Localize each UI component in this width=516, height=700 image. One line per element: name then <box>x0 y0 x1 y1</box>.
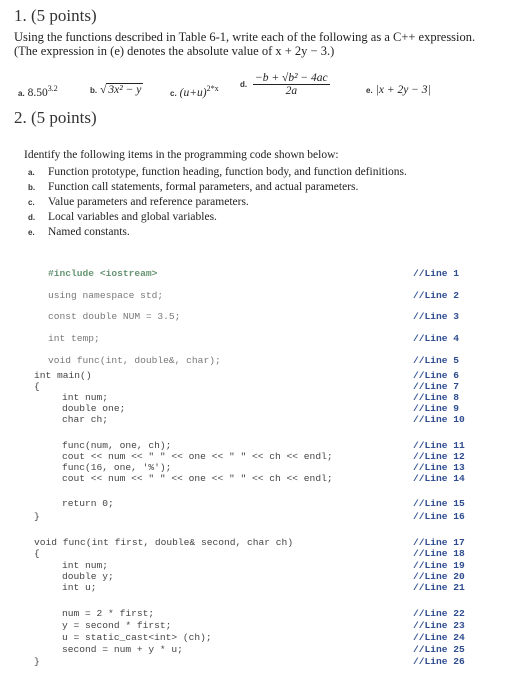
expr-b: b. √ 3x² − y <box>90 84 142 96</box>
code-line: using namespace std; <box>48 290 164 301</box>
code-line: y = second * first; <box>62 620 172 631</box>
line-comment: //Line 8 <box>413 392 460 403</box>
line-comment: //Line 24 <box>413 632 465 643</box>
code-line: { <box>34 381 40 392</box>
label-e: e. <box>366 86 373 95</box>
label-b: b. <box>90 86 98 95</box>
label-d: d. <box>240 80 248 90</box>
code-line: func(num, one, ch); <box>62 440 172 451</box>
line-comment: //Line 4 <box>413 333 460 344</box>
line-comment: //Line 26 <box>413 656 465 667</box>
code-line: int temp; <box>48 333 100 344</box>
line-comment: //Line 20 <box>413 571 465 582</box>
fraction: $\frac{\text{−b + √b² − 4ac}}{2a}$ <box>254 72 328 97</box>
code-line: func(16, one, '%'); <box>62 462 172 473</box>
line-comment: //Line 5 <box>413 355 460 366</box>
expr-c: c. $(u+u)^{2*x}$ <box>170 84 219 99</box>
line-comment: //Line 18 <box>413 548 465 559</box>
code-line: int num; <box>62 560 109 571</box>
code-line: double one; <box>62 403 126 414</box>
code-line: cout << num << " " << one << " " << ch << endl; <box>62 473 333 484</box>
line-comment: //Line 7 <box>413 381 460 392</box>
line-comment: //Line 15 <box>413 498 465 509</box>
code-line: { <box>34 548 40 559</box>
expr-e: e. |x + 2y − 3| <box>366 84 431 96</box>
expr-a: a. $8.50^{3.2}$ <box>18 84 58 99</box>
line-comment: //Line 25 <box>413 644 465 655</box>
code-line: second = num + y * u; <box>62 644 183 655</box>
code-line: char ch; <box>62 414 109 425</box>
code-line: int num; <box>62 392 109 403</box>
label-c: c. <box>170 88 177 98</box>
code-line: double y; <box>62 571 114 582</box>
code-line: num = 2 * first; <box>62 608 155 619</box>
list-item: b. Function call statements, formal parameters, and actual parameters. <box>28 181 359 193</box>
list-item: e. Named constants. <box>28 226 130 238</box>
code-line: } <box>34 656 40 667</box>
code-line: u = static_cast<int> (ch); <box>62 632 212 643</box>
code-line: } <box>34 511 40 522</box>
list-item: a. Function prototype, function heading, function body, and function definitions. <box>28 166 407 178</box>
code-line: void func(int first, double& second, char ch) <box>34 537 294 548</box>
code-line: const double NUM = 3.5; <box>48 311 181 322</box>
code-line: int main() <box>34 370 92 381</box>
line-comment: //Line 22 <box>413 608 465 619</box>
list-item: d. Local variables and global variables. <box>28 211 217 223</box>
code-line: void func(int, double&, char); <box>48 355 221 366</box>
code-line: return 0; <box>62 498 114 509</box>
line-comment: //Line 19 <box>413 560 465 571</box>
list-item: c. Value parameters and reference parameters. <box>28 196 249 208</box>
question-1-heading: 1. (5 points) <box>14 6 97 25</box>
line-comment: //Line 3 <box>413 311 460 322</box>
code-line: cout << num << " " << one << " " << ch << endl; <box>62 451 333 462</box>
line-comment: //Line 12 <box>413 451 465 462</box>
line-comment: //Line 16 <box>413 511 465 522</box>
line-comment: //Line 1 <box>413 268 460 279</box>
question-2-intro: Identify the following items in the programming code shown below: <box>24 149 339 161</box>
line-comment: //Line 17 <box>413 537 465 548</box>
line-comment: //Line 14 <box>413 473 465 484</box>
line-comment: //Line 10 <box>413 414 465 425</box>
line-comment: //Line 13 <box>413 462 465 473</box>
code-line: #include <iostream> <box>48 268 158 279</box>
line-comment: //Line 21 <box>413 582 465 593</box>
line-comment: //Line 23 <box>413 620 465 631</box>
question-1-text: Using the functions described in Table 6-1, write each of the following as a C++ expression. (The expression in (e) denotes the absolute value of x + 2y − 3.) <box>14 30 476 58</box>
code-line: int u; <box>62 582 97 593</box>
line-comment: //Line 9 <box>413 403 460 414</box>
question-2-heading: 2. (5 points) <box>14 108 97 127</box>
line-comment: //Line 11 <box>413 440 465 451</box>
label-a: a. <box>18 88 25 98</box>
line-comment: //Line 2 <box>413 290 460 301</box>
line-comment: //Line 6 <box>413 370 460 381</box>
